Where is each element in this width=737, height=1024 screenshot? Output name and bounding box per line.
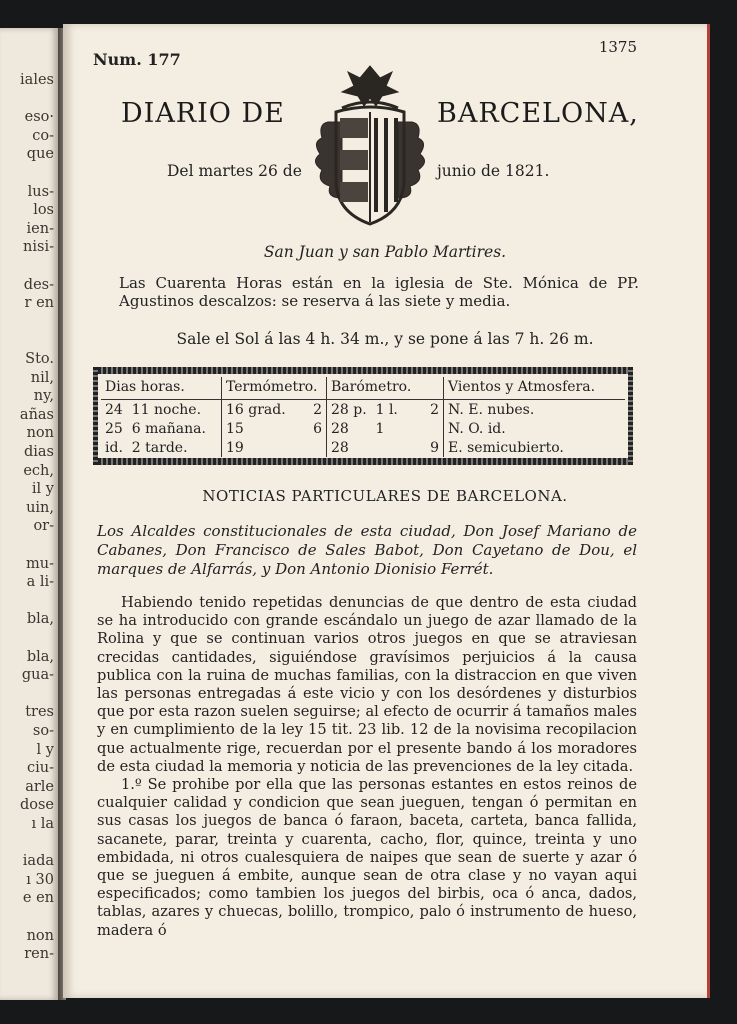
coat-of-arms-icon bbox=[308, 62, 432, 232]
baro-fraction-cell: 9 bbox=[430, 439, 439, 456]
facing-page-fragment: l y bbox=[36, 741, 54, 758]
day-cell: 25 bbox=[105, 420, 123, 437]
column-header-barometer: Barómetro. bbox=[327, 377, 444, 400]
facing-page-fragment: nisi- bbox=[23, 239, 54, 256]
facing-page-fragment: tres bbox=[25, 704, 54, 721]
baro-cell: 28 p. bbox=[331, 401, 367, 418]
facing-page-fragment: ien- bbox=[26, 220, 54, 237]
column-header-days: Dias horas. bbox=[101, 377, 222, 400]
facing-page-fragment: ı 30 bbox=[26, 871, 54, 888]
ornamental-border bbox=[93, 367, 98, 465]
page-folio: 1375 bbox=[598, 38, 637, 56]
table-row bbox=[101, 419, 625, 438]
facing-page-fragment: que bbox=[26, 146, 54, 163]
facing-page-fragment: co- bbox=[32, 127, 54, 144]
table-row bbox=[101, 438, 625, 457]
wind-cell: E. semicubierto. bbox=[444, 438, 626, 457]
time-cell: 2 tarde. bbox=[131, 439, 188, 456]
baro-lines-cell: 1 bbox=[375, 420, 385, 437]
column-header-thermometer: Termómetro. bbox=[222, 377, 327, 400]
facing-page-fragment: lus- bbox=[27, 183, 54, 200]
table-row bbox=[101, 400, 625, 420]
ornamental-border bbox=[93, 458, 633, 465]
facing-page-fragment: gua- bbox=[21, 667, 54, 684]
thermo-fraction-cell: 2 bbox=[313, 401, 322, 418]
saints-of-day: San Juan y san Pablo Martires. bbox=[263, 243, 507, 261]
baro-cell: 28 bbox=[331, 439, 349, 456]
thermo-fraction-cell: 6 bbox=[313, 420, 322, 437]
time-cell: 6 mañana. bbox=[131, 420, 206, 437]
facing-page-fragment: non bbox=[26, 425, 54, 442]
facing-page bbox=[0, 28, 58, 1000]
facing-page-fragment: eso· bbox=[24, 109, 54, 126]
facing-page-fragment: arle bbox=[25, 778, 54, 795]
wind-cell: N. E. nubes. bbox=[444, 400, 626, 420]
masthead-title-left: DIARIO DE bbox=[121, 98, 285, 129]
facing-page-fragment: uin, bbox=[26, 499, 54, 516]
facing-page-fragment: il y bbox=[31, 481, 54, 498]
ornamental-border bbox=[628, 367, 633, 465]
ornamental-border bbox=[93, 367, 633, 374]
column-header-winds: Vientos y Atmosfera. bbox=[444, 377, 626, 400]
baro-lines-cell: 1 l. bbox=[375, 401, 398, 418]
facing-page-fragment: ren- bbox=[24, 946, 54, 963]
facing-page-fragment: e en bbox=[22, 890, 54, 907]
baro-cell: 28 bbox=[331, 420, 349, 437]
facing-page-fragment: ı la bbox=[31, 816, 54, 832]
facing-page-fragment: des- bbox=[23, 276, 54, 293]
facing-page-fragment: añas bbox=[19, 406, 54, 423]
issue-number: Num. 177 bbox=[93, 50, 181, 69]
day-cell: id. bbox=[105, 439, 123, 456]
article-paragraph: Habiendo tenido repetidas denuncias de que dentro de esta ciudad se ha introducido con grande escándalo un juego de azar llamado de la Rolina y que se continuan varios otros juegos en que se atraviesan crecidas cantidades, siguiéndose gravísimos perjuicios á la causa publica con la ruina de muchas familias, con la distraccion en que viven las personas entregadas á este vicio y con los desórdenes y disturbios que por esta razon suelen seguirse; al efecto de ocurrir á tamaños males y en cumplimiento de la ley 15 tit. 23 lib. 12 de la novisima recopilacion que actualmente rige, recuerdan por el presente bando á los moradores de esta ciudad la memoria y noticia de las prevenciones de la ley citada. bbox=[97, 594, 637, 775]
facing-page-fragment: bla, bbox=[26, 648, 54, 665]
facing-page-fragment: iada bbox=[22, 853, 54, 870]
facing-page-fragment: mu- bbox=[26, 555, 54, 572]
facing-page-fragment: Sto. bbox=[25, 351, 54, 367]
facing-page-fragment: or- bbox=[33, 518, 54, 535]
alcaldes-byline: Los Alcaldes constitucionales de esta ciudad, Don Josef Mariano de Cabanes, Don Francisco de Sales Babot, Don Cayetano de Dou, el marques de Alfarrás, y Don Antonio Dionisio Ferrét. bbox=[97, 522, 637, 578]
facing-page-fragment: a li- bbox=[26, 574, 54, 591]
weather-grid bbox=[101, 377, 625, 457]
facing-page-fragment: dias bbox=[23, 444, 54, 460]
thermo-cell: 19 bbox=[226, 439, 244, 456]
thermo-cell: 15 bbox=[226, 420, 244, 437]
wind-cell: N. O. id. bbox=[444, 419, 626, 438]
baro-fraction-cell: 2 bbox=[430, 401, 439, 418]
facing-page-fragment: so- bbox=[32, 723, 54, 739]
forty-hours-notice: Las Cuarenta Horas están en la iglesia de Ste. Mónica de PP. Agustinos descalzos: se reserva á las siete y media. bbox=[119, 274, 639, 310]
facing-page-fragment: ny, bbox=[33, 388, 54, 405]
thermo-cell: 16 grad. bbox=[226, 401, 286, 418]
facing-page-fragment: los bbox=[33, 202, 54, 219]
facing-page-fragment: ech, bbox=[23, 462, 54, 479]
weather-table bbox=[93, 367, 633, 465]
facing-page-fragment: dose bbox=[19, 797, 54, 814]
masthead-title-right: BARCELONA, bbox=[437, 98, 639, 129]
newspaper-page bbox=[63, 24, 710, 998]
facing-page-fragment: iales bbox=[20, 72, 54, 88]
facing-page-fragment: nil, bbox=[30, 369, 54, 386]
facing-page-fragment: non bbox=[26, 927, 54, 944]
facing-page-fragment: bla, bbox=[26, 611, 54, 628]
facing-page-fragment: ciu- bbox=[27, 760, 54, 777]
section-heading: NOTICIAS PARTICULARES DE BARCELONA. bbox=[202, 487, 568, 505]
article-paragraph: 1.º Se prohibe por ella que las personas estantes en estos reinos de cualquier calidad y condicion que sean jueguen, tengan ó permitan en sus casas los juegos de banca ó faraon, baceta, carteta, banca fallida, sacanete, parar, treinta y cuarenta, cacho, flor, quince, treinta y uno embidada, ni otros cualesquiera de naipes que sean de suerte y azar ó que se jueguen á embite, aunque sean de otra clase y no vayan aqui especificados; como tambien los juegos del birbis, oca ó anca, dados, tablas, azares y chuecas, bolillo, trompico, palo ó instrumento de hueso, madera ó bbox=[97, 776, 637, 939]
issue-date-left: Del martes 26 de bbox=[167, 162, 302, 180]
facing-page-fragment: r en bbox=[24, 295, 54, 312]
time-cell: 11 noche. bbox=[131, 401, 202, 418]
issue-date-right: junio de 1821. bbox=[437, 162, 550, 180]
sun-times: Sale el Sol á las 4 h. 34 m., y se pone á las 7 h. 26 m. bbox=[176, 330, 594, 348]
day-cell: 24 bbox=[105, 401, 123, 418]
article-body bbox=[97, 594, 637, 940]
